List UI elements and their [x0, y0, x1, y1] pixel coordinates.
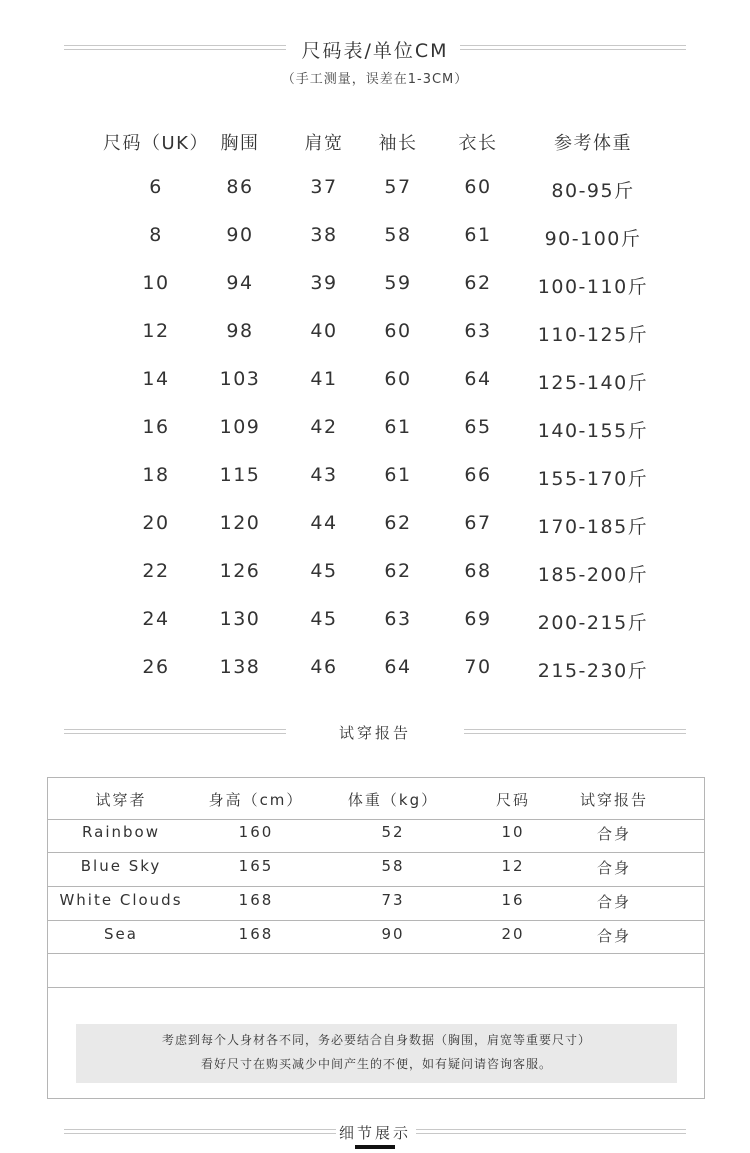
- size-cell: 61: [384, 464, 412, 486]
- report-cell: Sea: [104, 925, 138, 943]
- size-cell: 138: [219, 656, 261, 678]
- report-row-divider: [48, 852, 704, 853]
- report-cell: 合身: [596, 825, 631, 843]
- size-cell: 98: [226, 320, 254, 342]
- size-cell: 12: [142, 320, 170, 342]
- report-row-divider: [48, 886, 704, 887]
- size-cell: 64: [384, 656, 412, 678]
- size-cell: 14: [142, 368, 170, 390]
- size-chart-title: 尺码表/单位CM: [301, 40, 449, 62]
- size-cell: 115: [219, 464, 261, 486]
- size-cell: 46: [310, 656, 338, 678]
- size-cell: 20: [142, 512, 170, 534]
- size-cell: 67: [464, 512, 492, 534]
- report-cell: Blue Sky: [80, 857, 162, 875]
- size-cell: 62: [464, 272, 492, 294]
- report-cell: 52: [381, 823, 405, 841]
- size-cell: 65: [464, 416, 492, 438]
- size-cell: 126: [219, 560, 261, 582]
- fit-report-title: 试穿报告: [338, 724, 411, 742]
- report-header-cell: 试穿报告: [579, 791, 648, 809]
- size-cell: 60: [384, 320, 412, 342]
- fit-note-line-2: 看好尺寸在购买减少中间产生的不便，如有疑问请咨询客服。: [200, 1057, 552, 1071]
- size-cell: 59: [384, 272, 412, 294]
- report-row-divider: [48, 819, 704, 820]
- size-cell: 43: [310, 464, 338, 486]
- size-header-cell: 肩宽: [304, 133, 344, 154]
- report-row-divider: [48, 920, 704, 921]
- report-cell: 合身: [596, 927, 631, 945]
- size-cell: 18: [142, 464, 170, 486]
- report-cell: 20: [501, 925, 525, 943]
- size-cell: 215-230斤: [537, 660, 649, 682]
- report-cell: 165: [238, 857, 274, 875]
- report-header-cell: 尺码: [495, 791, 530, 809]
- size-cell: 155-170斤: [537, 468, 649, 490]
- report-cell: 合身: [596, 859, 631, 877]
- report-cell: 58: [381, 857, 405, 875]
- size-cell: 70: [464, 656, 492, 678]
- size-cell: 120: [219, 512, 261, 534]
- size-chart-subtitle: （手工测量，误差在1-3CM）: [281, 72, 469, 87]
- report-cell: 12: [501, 857, 525, 875]
- report-cell: 168: [238, 925, 274, 943]
- size-cell: 22: [142, 560, 170, 582]
- report-row-divider: [48, 987, 704, 988]
- size-cell: 62: [384, 512, 412, 534]
- report-header-cell: 体重（kg）: [347, 791, 439, 809]
- size-cell: 10: [142, 272, 170, 294]
- size-cell: 61: [464, 224, 492, 246]
- size-cell: 100-110斤: [537, 276, 649, 298]
- report-row-divider: [48, 953, 704, 954]
- size-cell: 38: [310, 224, 338, 246]
- size-cell: 63: [384, 608, 412, 630]
- size-cell: 110-125斤: [537, 324, 649, 346]
- size-cell: 103: [219, 368, 261, 390]
- size-cell: 185-200斤: [537, 564, 649, 586]
- report-header-cell: 试穿者: [95, 791, 147, 809]
- size-cell: 170-185斤: [537, 516, 649, 538]
- size-cell: 41: [310, 368, 338, 390]
- size-cell: 69: [464, 608, 492, 630]
- size-cell: 26: [142, 656, 170, 678]
- size-cell: 140-155斤: [537, 420, 649, 442]
- report-cell: 90: [381, 925, 405, 943]
- size-cell: 58: [384, 224, 412, 246]
- size-cell: 86: [226, 176, 254, 198]
- report-cell: 16: [501, 891, 525, 909]
- fit-report-table: [47, 777, 705, 1099]
- size-cell: 16: [142, 416, 170, 438]
- size-cell: 40: [310, 320, 338, 342]
- size-cell: 42: [310, 416, 338, 438]
- report-cell: 160: [238, 823, 274, 841]
- size-cell: 200-215斤: [537, 612, 649, 634]
- size-header-cell: 参考体重: [554, 133, 632, 154]
- size-cell: 90-100斤: [544, 228, 642, 250]
- size-cell: 60: [464, 176, 492, 198]
- size-cell: 61: [384, 416, 412, 438]
- size-cell: 125-140斤: [537, 372, 649, 394]
- size-cell: 130: [219, 608, 261, 630]
- report-cell: Rainbow: [82, 823, 160, 841]
- report-cell: 168: [238, 891, 274, 909]
- size-cell: 24: [142, 608, 170, 630]
- size-cell: 94: [226, 272, 254, 294]
- size-cell: 8: [149, 224, 163, 246]
- report-cell: 合身: [596, 893, 631, 911]
- size-cell: 68: [464, 560, 492, 582]
- report-cell: White Clouds: [59, 891, 183, 909]
- detail-title: 细节展示: [338, 1124, 411, 1142]
- size-cell: 57: [384, 176, 412, 198]
- fit-note-line-1: 考虑到每个人身材各不同，务必要结合自身数据（胸围，肩宽等重要尺寸）: [161, 1033, 591, 1047]
- size-cell: 39: [310, 272, 338, 294]
- size-header-cell: 衣长: [458, 133, 498, 154]
- size-header-cell: 胸围: [220, 133, 260, 154]
- size-cell: 90: [226, 224, 254, 246]
- report-header-cell: 身高（cm）: [208, 791, 304, 809]
- size-cell: 37: [310, 176, 338, 198]
- report-cell: 73: [381, 891, 405, 909]
- report-cell: 10: [501, 823, 525, 841]
- size-cell: 45: [310, 608, 338, 630]
- size-cell: 45: [310, 560, 338, 582]
- size-header-cell: 尺码（UK）: [103, 133, 209, 154]
- size-cell: 80-95斤: [551, 180, 635, 202]
- size-cell: 63: [464, 320, 492, 342]
- detail-underline: [355, 1145, 395, 1149]
- size-cell: 6: [149, 176, 163, 198]
- fit-note: [76, 1024, 677, 1083]
- size-header-cell: 袖长: [378, 133, 418, 154]
- size-cell: 109: [219, 416, 261, 438]
- size-cell: 64: [464, 368, 492, 390]
- size-cell: 60: [384, 368, 412, 390]
- size-cell: 62: [384, 560, 412, 582]
- size-cell: 66: [464, 464, 492, 486]
- size-cell: 44: [310, 512, 338, 534]
